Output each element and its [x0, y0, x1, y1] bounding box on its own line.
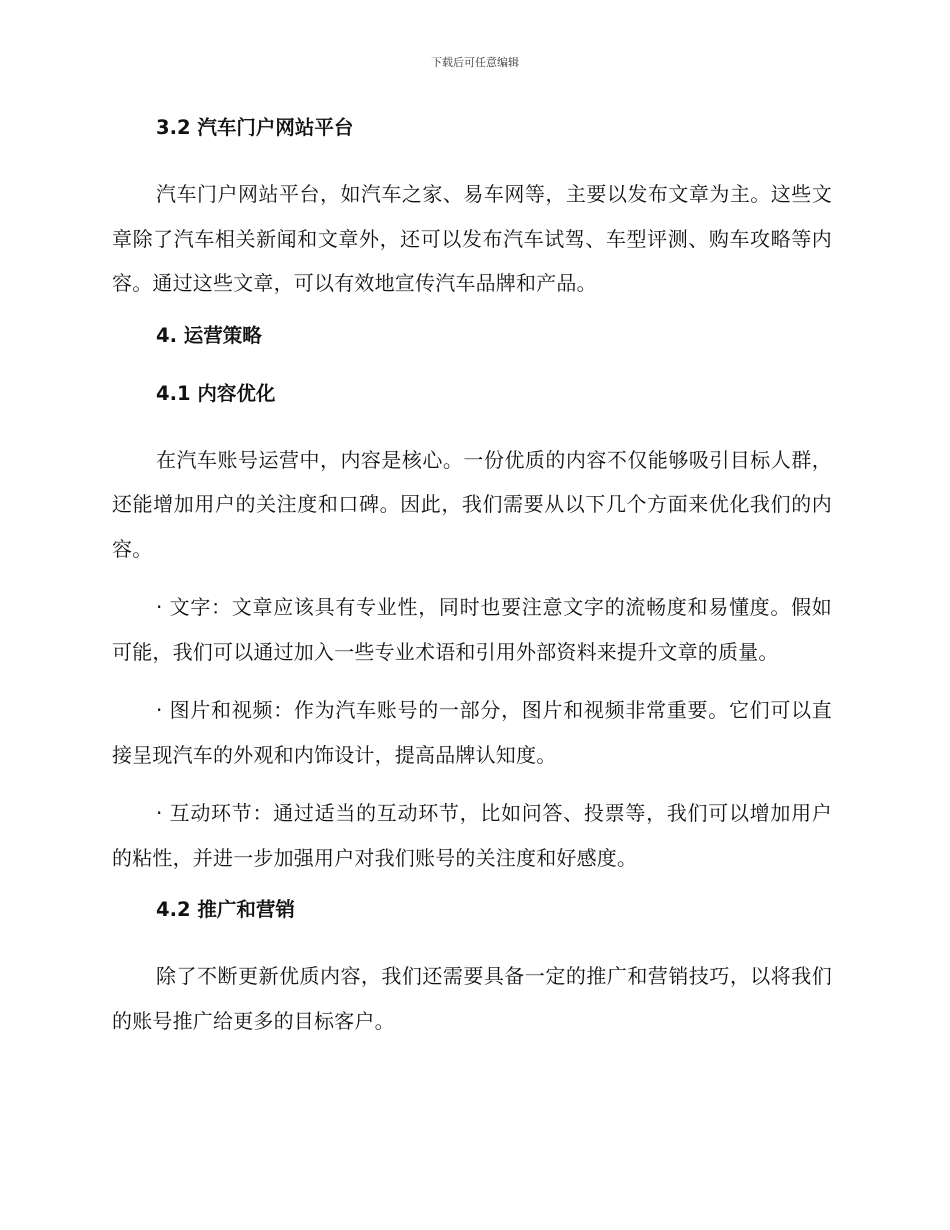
bullet-images-videos: · 图片和视频：作为汽车账号的一部分，图片和视频非常重要。它们可以直接呈现汽车的外观和内饰设计，提高品牌认知度。: [112, 698, 832, 767]
bullet-interaction: · 互动环节：通过适当的互动环节，比如问答、投票等，我们可以增加用户的粘性，并进一步加强用户对我们账号的关注度和好感度。: [112, 801, 832, 870]
bullet-text-quality: · 文字：文章应该具有专业性，同时也要注意文字的流畅度和易懂度。假如可能，我们可以通过加入一些专业术语和引用外部资料来提升文章的质量。: [112, 595, 832, 664]
paragraph-content-optimization: 在汽车账号运营中，内容是核心。一份优质的内容不仅能够吸引目标人群，还能增加用户的关注度和口碑。因此，我们需要从以下几个方面来优化我们的内容。: [112, 447, 832, 561]
section-heading-4: 4. 运营策略: [156, 323, 262, 347]
page-header-note: 下载后可任意编辑: [431, 56, 519, 69]
paragraph-portal-platforms: 汽车门户网站平台，如汽车之家、易车网等，主要以发布文章为主。这些文章除了汽车相关新闻和文章外，还可以发布汽车试驾、车型评测、购车攻略等内容。通过这些文章，可以有效地宣传汽车品牌和产品。: [112, 182, 832, 295]
section-heading-4-1: 4.1 内容优化: [156, 381, 276, 405]
paragraph-promotion-marketing: 除了不断更新优质内容，我们还需要具备一定的推广和营销技巧，以将我们的账号推广给更多的目标客户。: [112, 964, 832, 1033]
document-body: [112, 112, 832, 1043]
section-heading-3-2: 3.2 汽车门户网站平台: [156, 116, 354, 139]
section-heading-4-2: 4.2 推广和营销: [156, 898, 295, 921]
